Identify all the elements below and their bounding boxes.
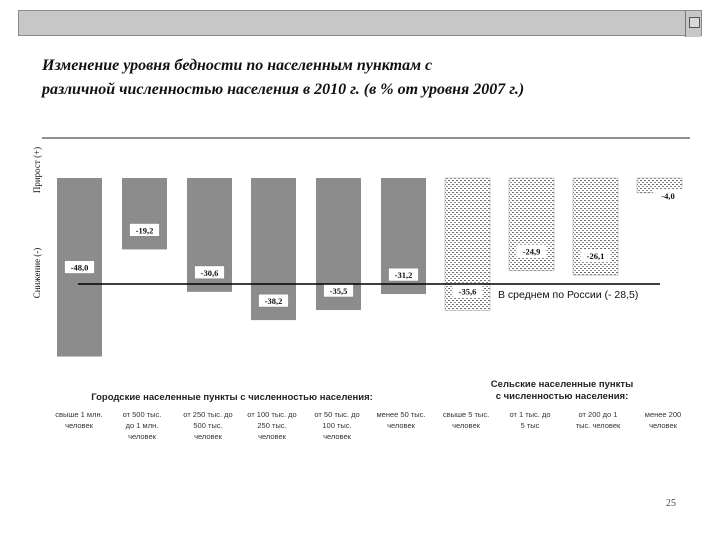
group-label-rural-0: Сельские населенные пункты — [490, 379, 634, 390]
value-label-3: -38,2 — [264, 296, 283, 307]
ylabel-decrease: Снижение (-) — [32, 247, 42, 299]
category-label-8-0: от 200 до 1 — [578, 410, 618, 419]
value-label-7: -24,9 — [522, 246, 541, 257]
ylabel-increase: Прирост (+) — [32, 146, 42, 194]
bar-1 — [122, 178, 167, 249]
category-label-6-1: человек — [452, 421, 480, 430]
group-label-rural-1: с численностью населения: — [495, 391, 629, 402]
category-label-7-0: от 1 тыс. до — [509, 410, 551, 419]
category-label-1-0: от 500 тыс. — [122, 410, 162, 419]
category-label-2-1: 500 тыс. — [193, 421, 223, 430]
category-label-3-1: 250 тыс. — [257, 421, 287, 430]
category-label-4-0: от 50 тыс. до — [314, 410, 360, 419]
category-label-0-1: человек — [65, 421, 93, 430]
category-label-8-1: тыс. человек — [575, 421, 621, 430]
category-label-2-2: человек — [194, 432, 222, 441]
category-label-4-2: человек — [323, 432, 351, 441]
value-label-1: -19,2 — [135, 225, 154, 236]
average-label: В среднем по России (- 28,5) — [498, 289, 639, 302]
category-label-7-1: 5 тыс — [520, 421, 540, 430]
category-label-1-1: до 1 млн. — [125, 421, 159, 430]
value-label-6: -35,6 — [458, 286, 477, 297]
category-label-3-0: от 100 тыс. до — [247, 410, 297, 419]
category-label-5-0: менее 50 тыс. — [376, 410, 426, 419]
category-label-5-1: человек — [387, 421, 415, 430]
category-label-6-0: свыше 5 тыс. — [442, 410, 490, 419]
category-label-3-2: человек — [258, 432, 286, 441]
category-label-2-0: от 250 тыс. до — [183, 410, 233, 419]
category-label-1-2: человек — [128, 432, 156, 441]
title-line-1: Изменение уровня бедности по населенным пунктам с — [42, 57, 433, 74]
value-label-4: -35,5 — [329, 286, 348, 297]
category-label-9-1: человек — [649, 421, 677, 430]
value-label-2: -30,6 — [200, 267, 219, 278]
value-label-5: -31,2 — [394, 270, 413, 281]
value-label-8: -26,1 — [586, 251, 605, 262]
page-number: 25 — [666, 498, 676, 509]
group-label-urban: Городские населенные пункты с численностью населения: — [91, 392, 373, 403]
value-label-0: -48,0 — [70, 262, 89, 273]
category-label-4-1: 100 тыс. — [322, 421, 352, 430]
category-label-0-0: свыше 1 млн. — [55, 410, 103, 419]
title-line-2: различной численностью населения в 2010 г. (в % от уровня 2007 г.) — [42, 81, 525, 98]
category-label-9-0: менее 200 — [644, 410, 682, 419]
value-label-9: -4,0 — [661, 190, 675, 201]
